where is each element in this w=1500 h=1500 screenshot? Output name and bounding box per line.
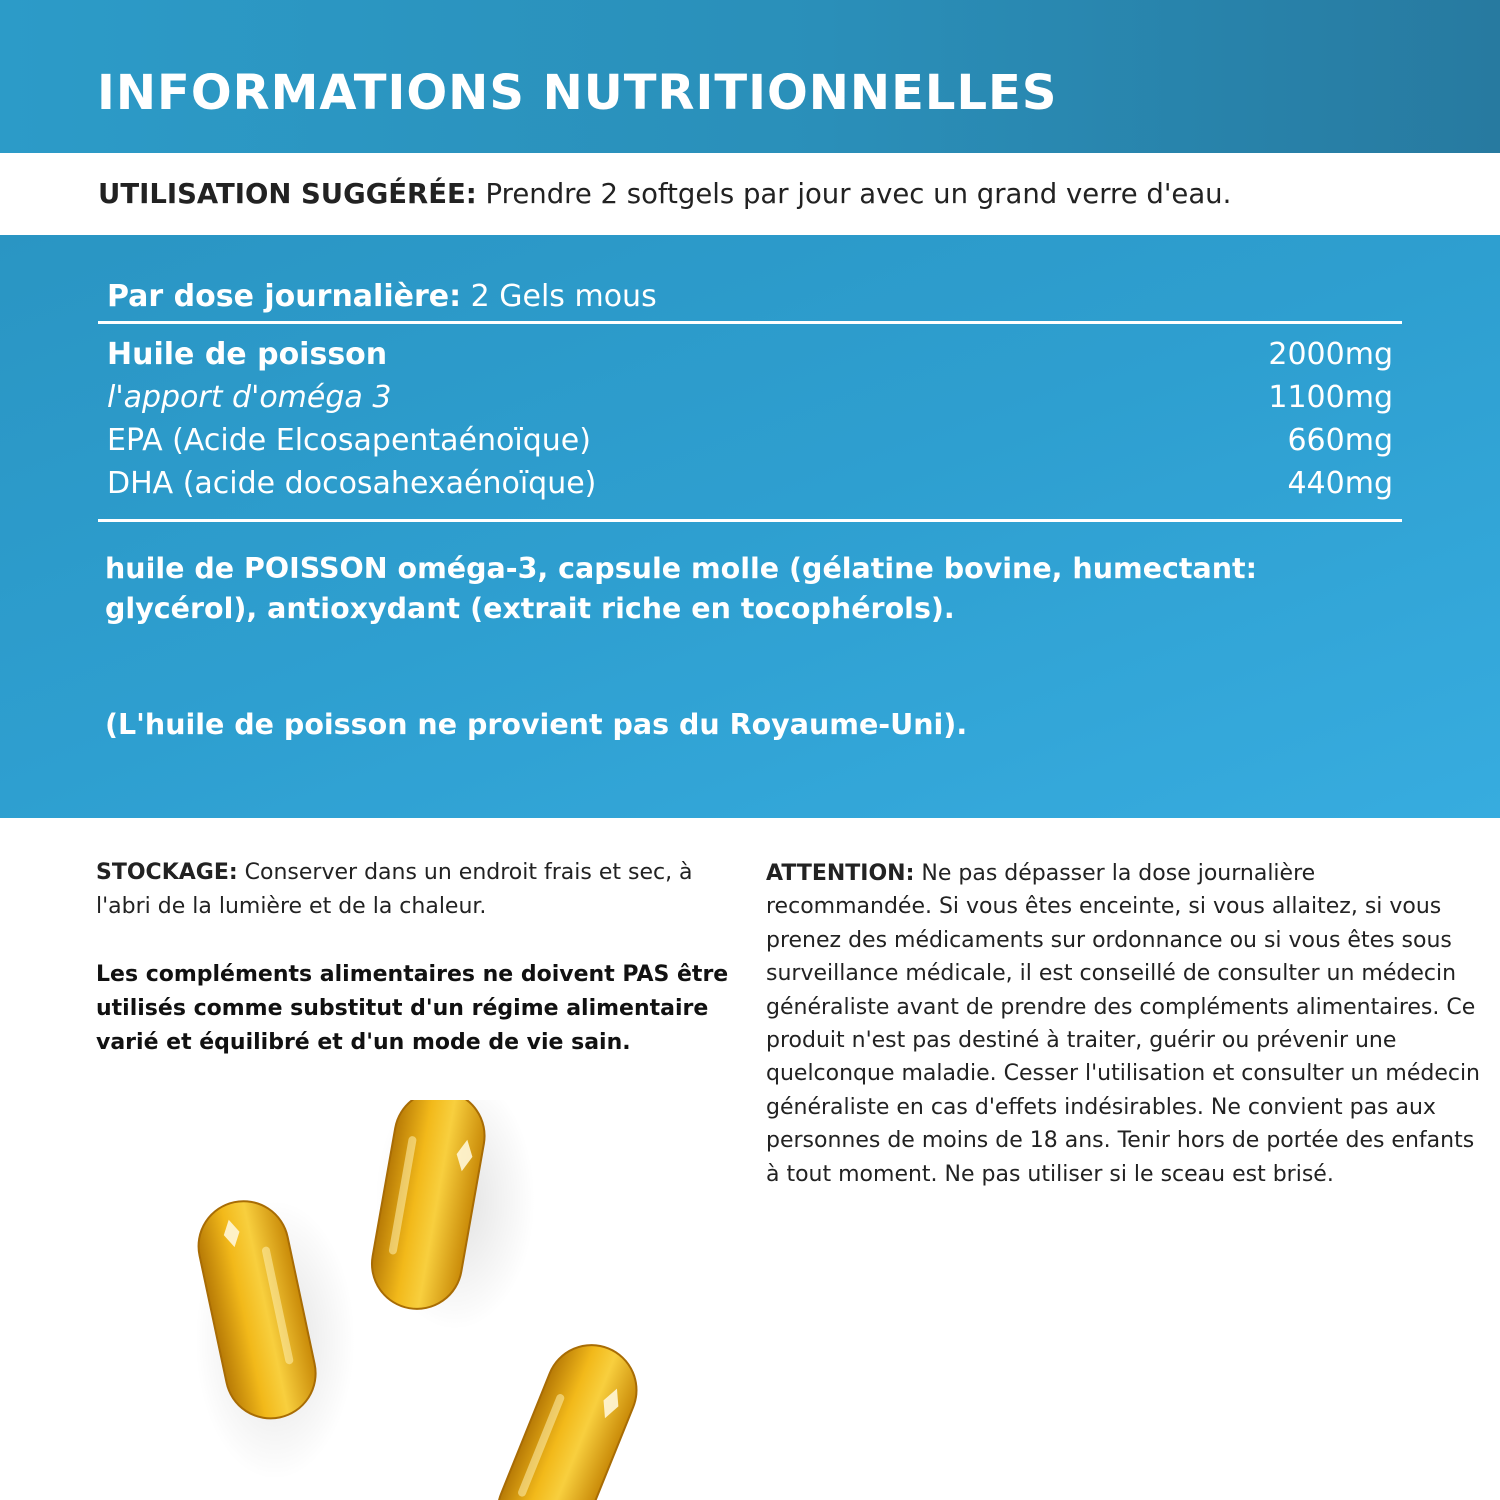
nutrient-name: EPA (Acide Elcosapentaénoïque) bbox=[107, 423, 591, 458]
nutrition-panel bbox=[0, 235, 1500, 818]
attention-text bbox=[766, 857, 1486, 1191]
divider-bottom bbox=[98, 519, 1402, 522]
divider-top bbox=[98, 321, 1402, 324]
nutrient-name: Huile de poisson bbox=[107, 337, 388, 372]
attention-label: ATTENTION: bbox=[766, 861, 915, 886]
ingredients-text: huile de POISSON oméga-3, capsule molle (gélatine bovine, humectant: glycérol), antioxydant (extrait riche en tocophérols). bbox=[105, 552, 1258, 625]
storage-instructions: Conserver dans un endroit frais et sec, à l'abri de la lumière et de la chaleur. bbox=[96, 860, 693, 919]
attention-warning: Ne pas dépasser la dose journalière recommandée. Si vous êtes enceinte, si vous allaitez, si vous prenez des médicaments sur ordonnance ou si vous êtes sous surveillance médicale, il est conseillé de consulter un médecin généraliste avant de prendre des compléments alimentaires. Ce produit n'est pas destiné à traiter, guérir ou prévenir une quelconque maladie. Cesser l'utilisation et consulter un médecin généraliste en cas d'effets indésirables. Ne convient pas aux personnes de moins de 18 ans. Tenir hors de portée des enfants à tout moment. Ne pas utiliser si le sceau est brisé. bbox=[766, 861, 1481, 1187]
nutrient-name: l'apport d'oméga 3 bbox=[107, 380, 392, 415]
usage-label: UTILISATION SUGGÉRÉE: bbox=[98, 178, 477, 210]
softgel-capsules-image bbox=[150, 1100, 710, 1500]
nutrient-row bbox=[107, 333, 1393, 376]
storage-text bbox=[96, 856, 706, 924]
page-title: INFORMATIONS NUTRITIONNELLES bbox=[97, 65, 1058, 121]
nutrient-row bbox=[107, 376, 1393, 419]
nutrient-amount: 1100mg bbox=[1268, 380, 1393, 415]
usage-text bbox=[98, 175, 1231, 213]
nutrient-row bbox=[107, 419, 1393, 462]
storage-label: STOCKAGE: bbox=[96, 860, 238, 885]
softgel-capsule bbox=[484, 1332, 650, 1500]
per-dose-value: 2 Gels mous bbox=[461, 279, 657, 314]
per-dose-label: Par dose journalière: bbox=[107, 279, 462, 314]
nutrient-name: DHA (acide docosahexaénoïque) bbox=[107, 466, 597, 501]
nutrient-amount: 660mg bbox=[1287, 423, 1393, 458]
nutrient-row bbox=[107, 462, 1393, 505]
usage-bar bbox=[0, 153, 1500, 235]
nutrient-amount: 2000mg bbox=[1268, 337, 1393, 372]
usage-instructions: Prendre 2 softgels par jour avec un grand verre d'eau. bbox=[476, 178, 1232, 210]
supplement-disclaimer: Les compléments alimentaires ne doivent PAS être utilisés comme substitut d'un régime alimentaire varié et équilibré et d'un mode de vie sain. bbox=[96, 962, 729, 1055]
per-dose-line bbox=[107, 277, 657, 317]
title-banner bbox=[0, 0, 1500, 153]
origin-note: (L'huile de poisson ne provient pas du Royaume-Uni). bbox=[105, 708, 968, 741]
nutrient-amount: 440mg bbox=[1287, 466, 1393, 501]
